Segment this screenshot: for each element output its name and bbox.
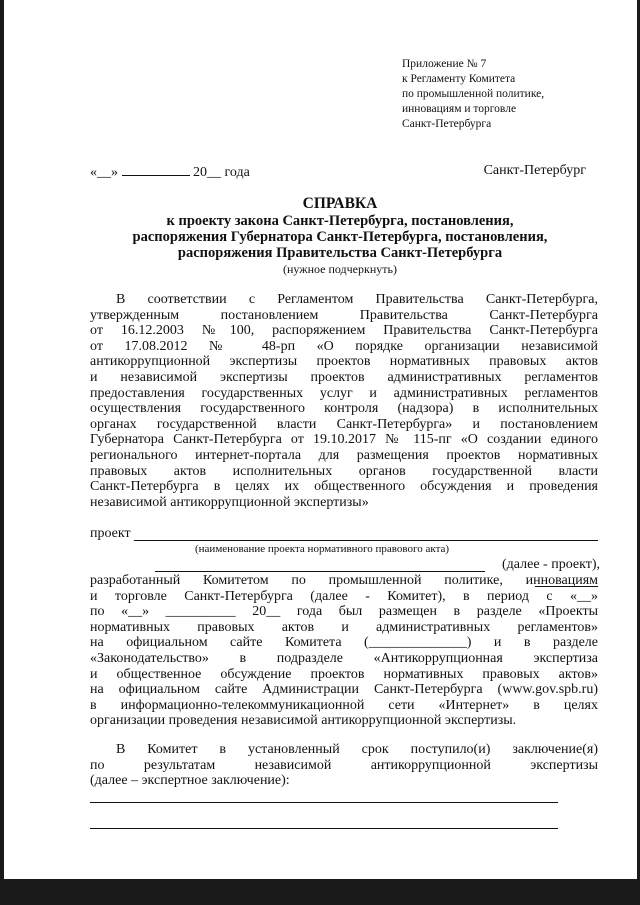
paragraph-line: (далее – экспертное заключение): [90,773,290,789]
annex-line: по промышленной политике, [402,88,545,100]
paragraph-line: предоставления государственных услуг и административных регламентов [90,385,598,401]
paragraph-line: нормативных правовых актов и административных регламентов» [90,619,598,635]
date-line [90,163,586,181]
annex-line: Приложение № 7 [402,58,487,70]
document-subtitle-line: распоряжения Губернатора Санкт-Петербурга, постановления, [132,229,548,245]
paragraph-line: и торговле Санкт-Петербурга (далее - Комитет), в период с «__» [90,588,598,604]
document-title: СПРАВКА [302,195,378,212]
annex-line: Санкт-Петербурга [402,118,492,130]
paragraph-line: от 17.08.2012 № 48-рп «О порядке организации независимой [90,338,598,354]
period-start-blank [535,586,598,587]
paragraph-line: по «__» __________ 20__ года был размещен в разделе «Проекты [90,604,598,620]
date-year-prefix: 20 [193,165,207,180]
paragraph-line: антикоррупционной экспертизы проектов нормативных правовых актов [90,354,598,370]
underline-note: (нужное подчеркнуть) [283,262,397,276]
annex-line: инновациям и торговле [402,103,517,115]
paragraph-line: Губернатора Санкт-Петербурга от 19.10.2017 № 115-пг «О создании единого [90,432,598,448]
expert-conclusion-field [90,802,558,803]
document-subtitle-line: к проекту закона Санкт-Петербурга, постановления, [166,213,514,229]
project-label: проект [90,526,131,541]
city-name: Санкт-Петербург [483,163,586,178]
scan-left-edge [0,0,4,905]
paragraph-line: «Законодательство» в подразделе «Антикоррупционная экспертиза [90,650,598,666]
annex-line: к Регламенту Комитета [402,73,516,85]
paragraph-line: разработанный Комитетом по промышленной политике, инновациям [90,573,598,588]
paragraph-line: на официальном сайте Администрации Санкт-Петербурга (www.gov.spb.ru) [90,682,598,698]
project-name-caption: (наименование проекта нормативного правового акта) [195,543,450,555]
paragraph-3 [90,742,598,789]
paragraph-line: в информационно-телекоммуникационной сети «Интернет» в целях [90,697,598,713]
date-year-blank: __ [207,165,221,180]
paragraph-line: на официальном сайте Комитета (______________) и в разделе [90,635,598,651]
date-close-quote: » [111,165,118,180]
project-name-field-continued [155,571,485,572]
paragraph-line: осуществления государственного контроля (надзора) в исполнительных [90,401,598,417]
paragraph-line: регионального интернет-портала для размещения проектов нормативных [90,447,598,463]
paragraph-line: и общественное обсуждение проектов нормативных правовых актов» [90,666,598,682]
date-day-blank: __ [97,165,111,180]
paragraph-line: органах государственной власти Санкт-Петербурга» и постановлением [90,416,598,432]
scan-bottom-band [0,879,640,905]
date-open-quote: « [90,165,97,180]
paragraph-line: правовых актов исполнительных органов государственной власти [90,463,598,479]
paragraph-line: В соответствии с Регламентом Правительства Санкт-Петербурга, [116,292,598,307]
paragraph-line: организации проведения независимой антикоррупционной экспертизы. [90,713,517,729]
paragraph-line: независимой антикоррупционной экспертизы» [90,494,369,510]
paragraph-line: Санкт-Петербурга в целях их общественного обсуждения и проведения [90,479,598,495]
project-suffix-wrap [485,557,600,573]
paragraph-line: и независимой экспертизы проектов административных регламентов [90,369,598,385]
paragraph-line: утвержденным постановлением Правительства Санкт-Петербурга [90,307,598,323]
project-suffix: (далее - проект), [502,557,600,572]
paragraph-line: по результатам независимой антикоррупционной экспертизы [90,757,598,773]
expert-conclusion-field-2 [90,828,558,829]
date-year-word: года [224,165,250,180]
document-subtitle-line: распоряжения Правительства Санкт-Петербурга [177,245,503,261]
project-name-field [134,540,598,541]
paragraph-line: от 16.12.2003 №100, распоряжением Правительства Санкт-Петербурга [90,323,598,339]
annex-header [402,57,544,132]
paragraph-2 [90,573,598,729]
paragraph-1 [90,292,598,510]
paragraph-line: В Комитет в установленный срок поступило(и) заключение(я) [116,742,598,757]
date-month-blank [122,163,190,176]
